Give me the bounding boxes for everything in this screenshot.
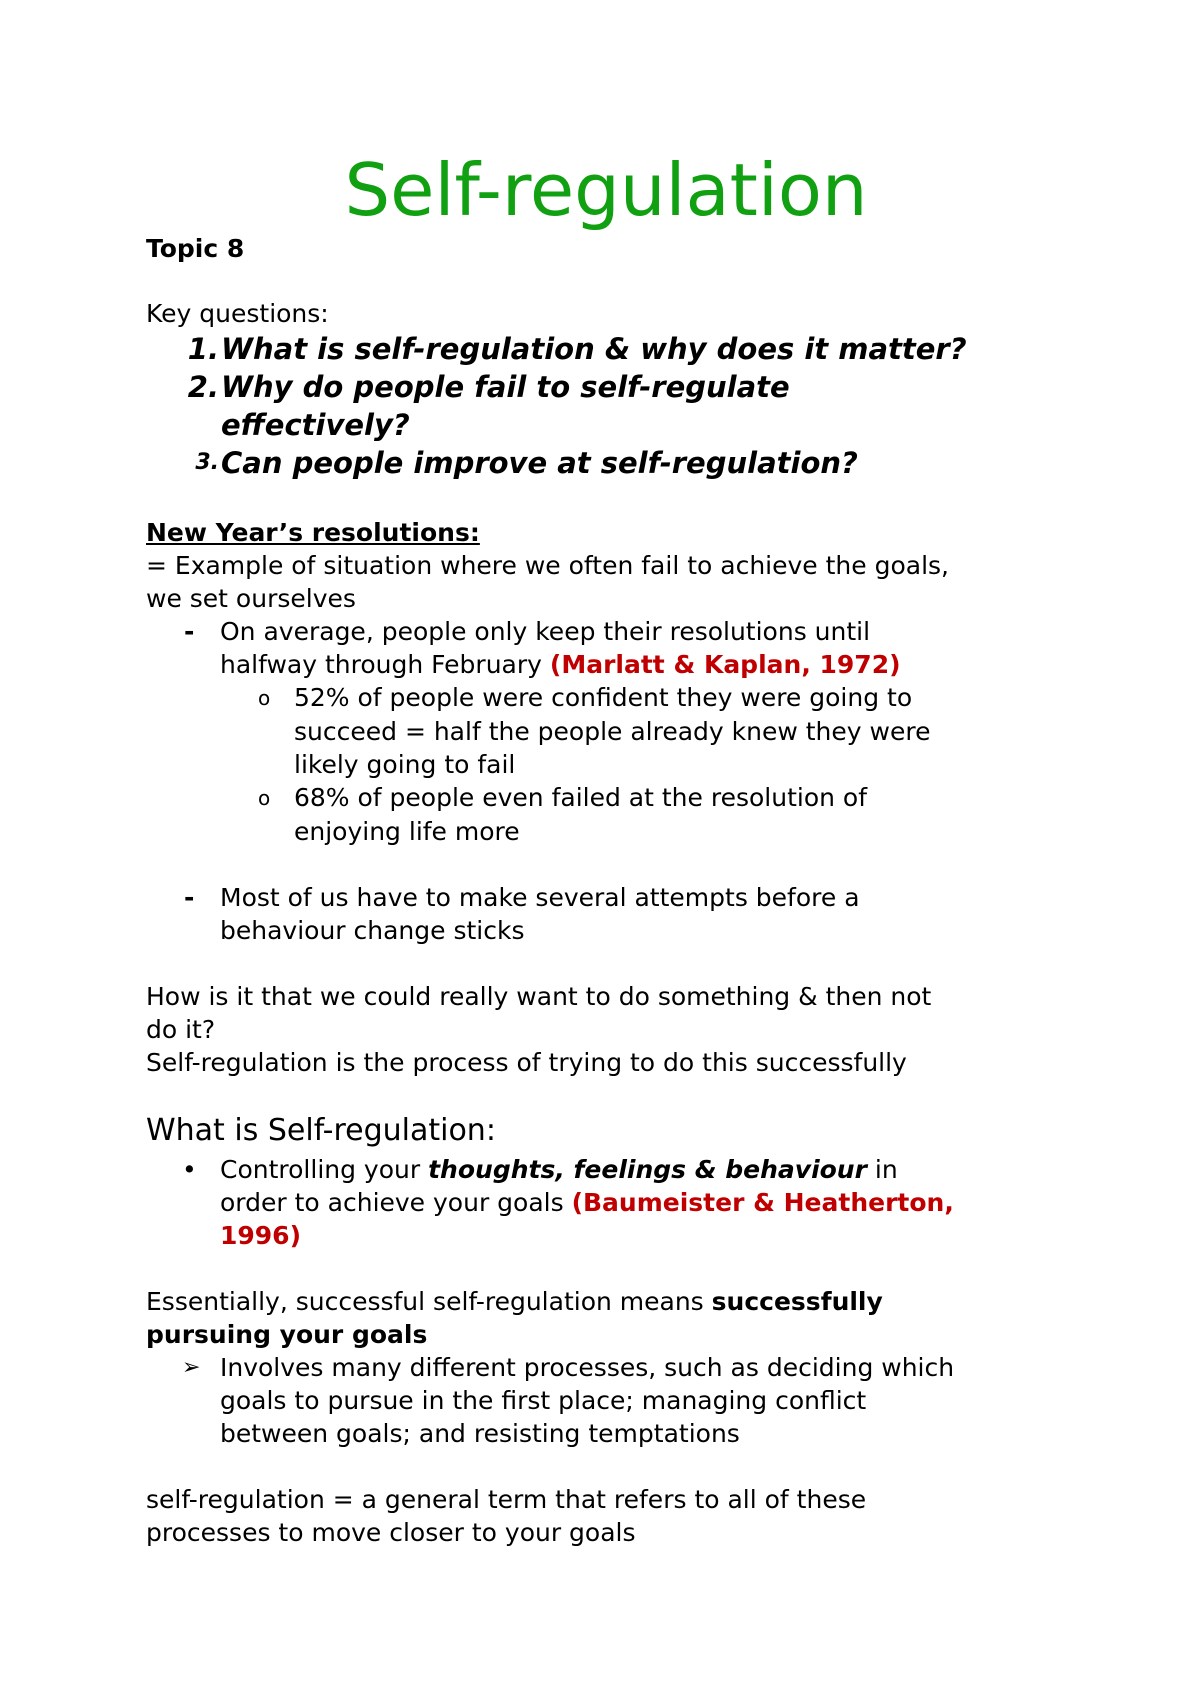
arrow-bullet-icon: ➢ (182, 1355, 201, 1380)
citation: (Marlatt & Kaplan, 1972) (549, 650, 901, 679)
bullet-text: Most of us have to make several attempts before a (220, 883, 860, 912)
sub-bullet-text: succeed = half the people already knew they were (294, 717, 931, 746)
bullet-text (220, 1186, 954, 1219)
bullet-text (220, 1153, 898, 1186)
citation: 1996) (220, 1221, 302, 1250)
question-number: 1. (187, 332, 219, 366)
sub-bullet-text: enjoying life more (294, 817, 520, 846)
bullet-text: On average, people only keep their resolutions until (220, 617, 871, 646)
topic-label: Topic 8 (146, 234, 245, 263)
paragraph: self-regulation = a general term that refers to all of these (146, 1485, 867, 1514)
section-heading: What is Self-regulation: (146, 1113, 496, 1148)
bullet-text: goals to pursue in the first place; managing conflict (220, 1386, 867, 1415)
resolutions-intro-cont: we set ourselves (146, 584, 356, 613)
circle-bullet-icon: o (258, 786, 271, 810)
page-title: Self-regulation (344, 148, 868, 232)
question-number: 3. (195, 450, 219, 475)
citation: (Baumeister & Heatherton, (571, 1188, 954, 1217)
question-text: What is self-regulation & why does it matter? (221, 332, 967, 366)
sub-bullet-text: likely going to fail (294, 750, 516, 779)
question-text: Can people improve at self-regulation? (221, 446, 858, 480)
emphasis: pursuing your goals (146, 1320, 428, 1349)
sub-bullet-text: 68% of people even failed at the resolution of (294, 783, 867, 812)
emphasis: successfully (711, 1287, 883, 1316)
paragraph: processes to move closer to your goals (146, 1518, 636, 1547)
question-text: effectively? (221, 408, 410, 442)
dash-bullet: - (184, 883, 195, 912)
sub-bullet-text: 52% of people were confident they were going to (294, 683, 913, 712)
dash-bullet: - (184, 617, 195, 646)
bullet-text-part: order to achieve your goals (220, 1188, 572, 1217)
bullet-icon: • (182, 1155, 197, 1184)
bullet-text: between goals; and resisting temptations (220, 1419, 740, 1448)
resolutions-heading: New Year’s resolutions: (146, 518, 480, 547)
bullet-text: behaviour change sticks (220, 916, 525, 945)
question-number: 2. (187, 370, 219, 404)
paragraph: How is it that we could really want to do something & then not (146, 982, 932, 1011)
paragraph-part: Essentially, successful self-regulation means (146, 1287, 712, 1316)
emphasis: thoughts, feelings & behaviour (428, 1155, 867, 1184)
bullet-text-part: in (866, 1155, 898, 1184)
paragraph (146, 1285, 883, 1318)
circle-bullet-icon: o (258, 686, 271, 710)
bullet-text-part: Controlling your (220, 1155, 429, 1184)
key-questions-label: Key questions: (146, 299, 329, 328)
bullet-text-part: halfway through February (220, 650, 550, 679)
question-text: Why do people fail to self-regulate (221, 370, 790, 404)
bullet-text: Involves many different processes, such as deciding which (220, 1353, 955, 1382)
resolutions-intro: = Example of situation where we often fail to achieve the goals, (146, 551, 949, 580)
bullet-text (220, 648, 901, 681)
paragraph: Self-regulation is the process of trying to do this successfully (146, 1048, 907, 1077)
paragraph: do it? (146, 1015, 216, 1044)
